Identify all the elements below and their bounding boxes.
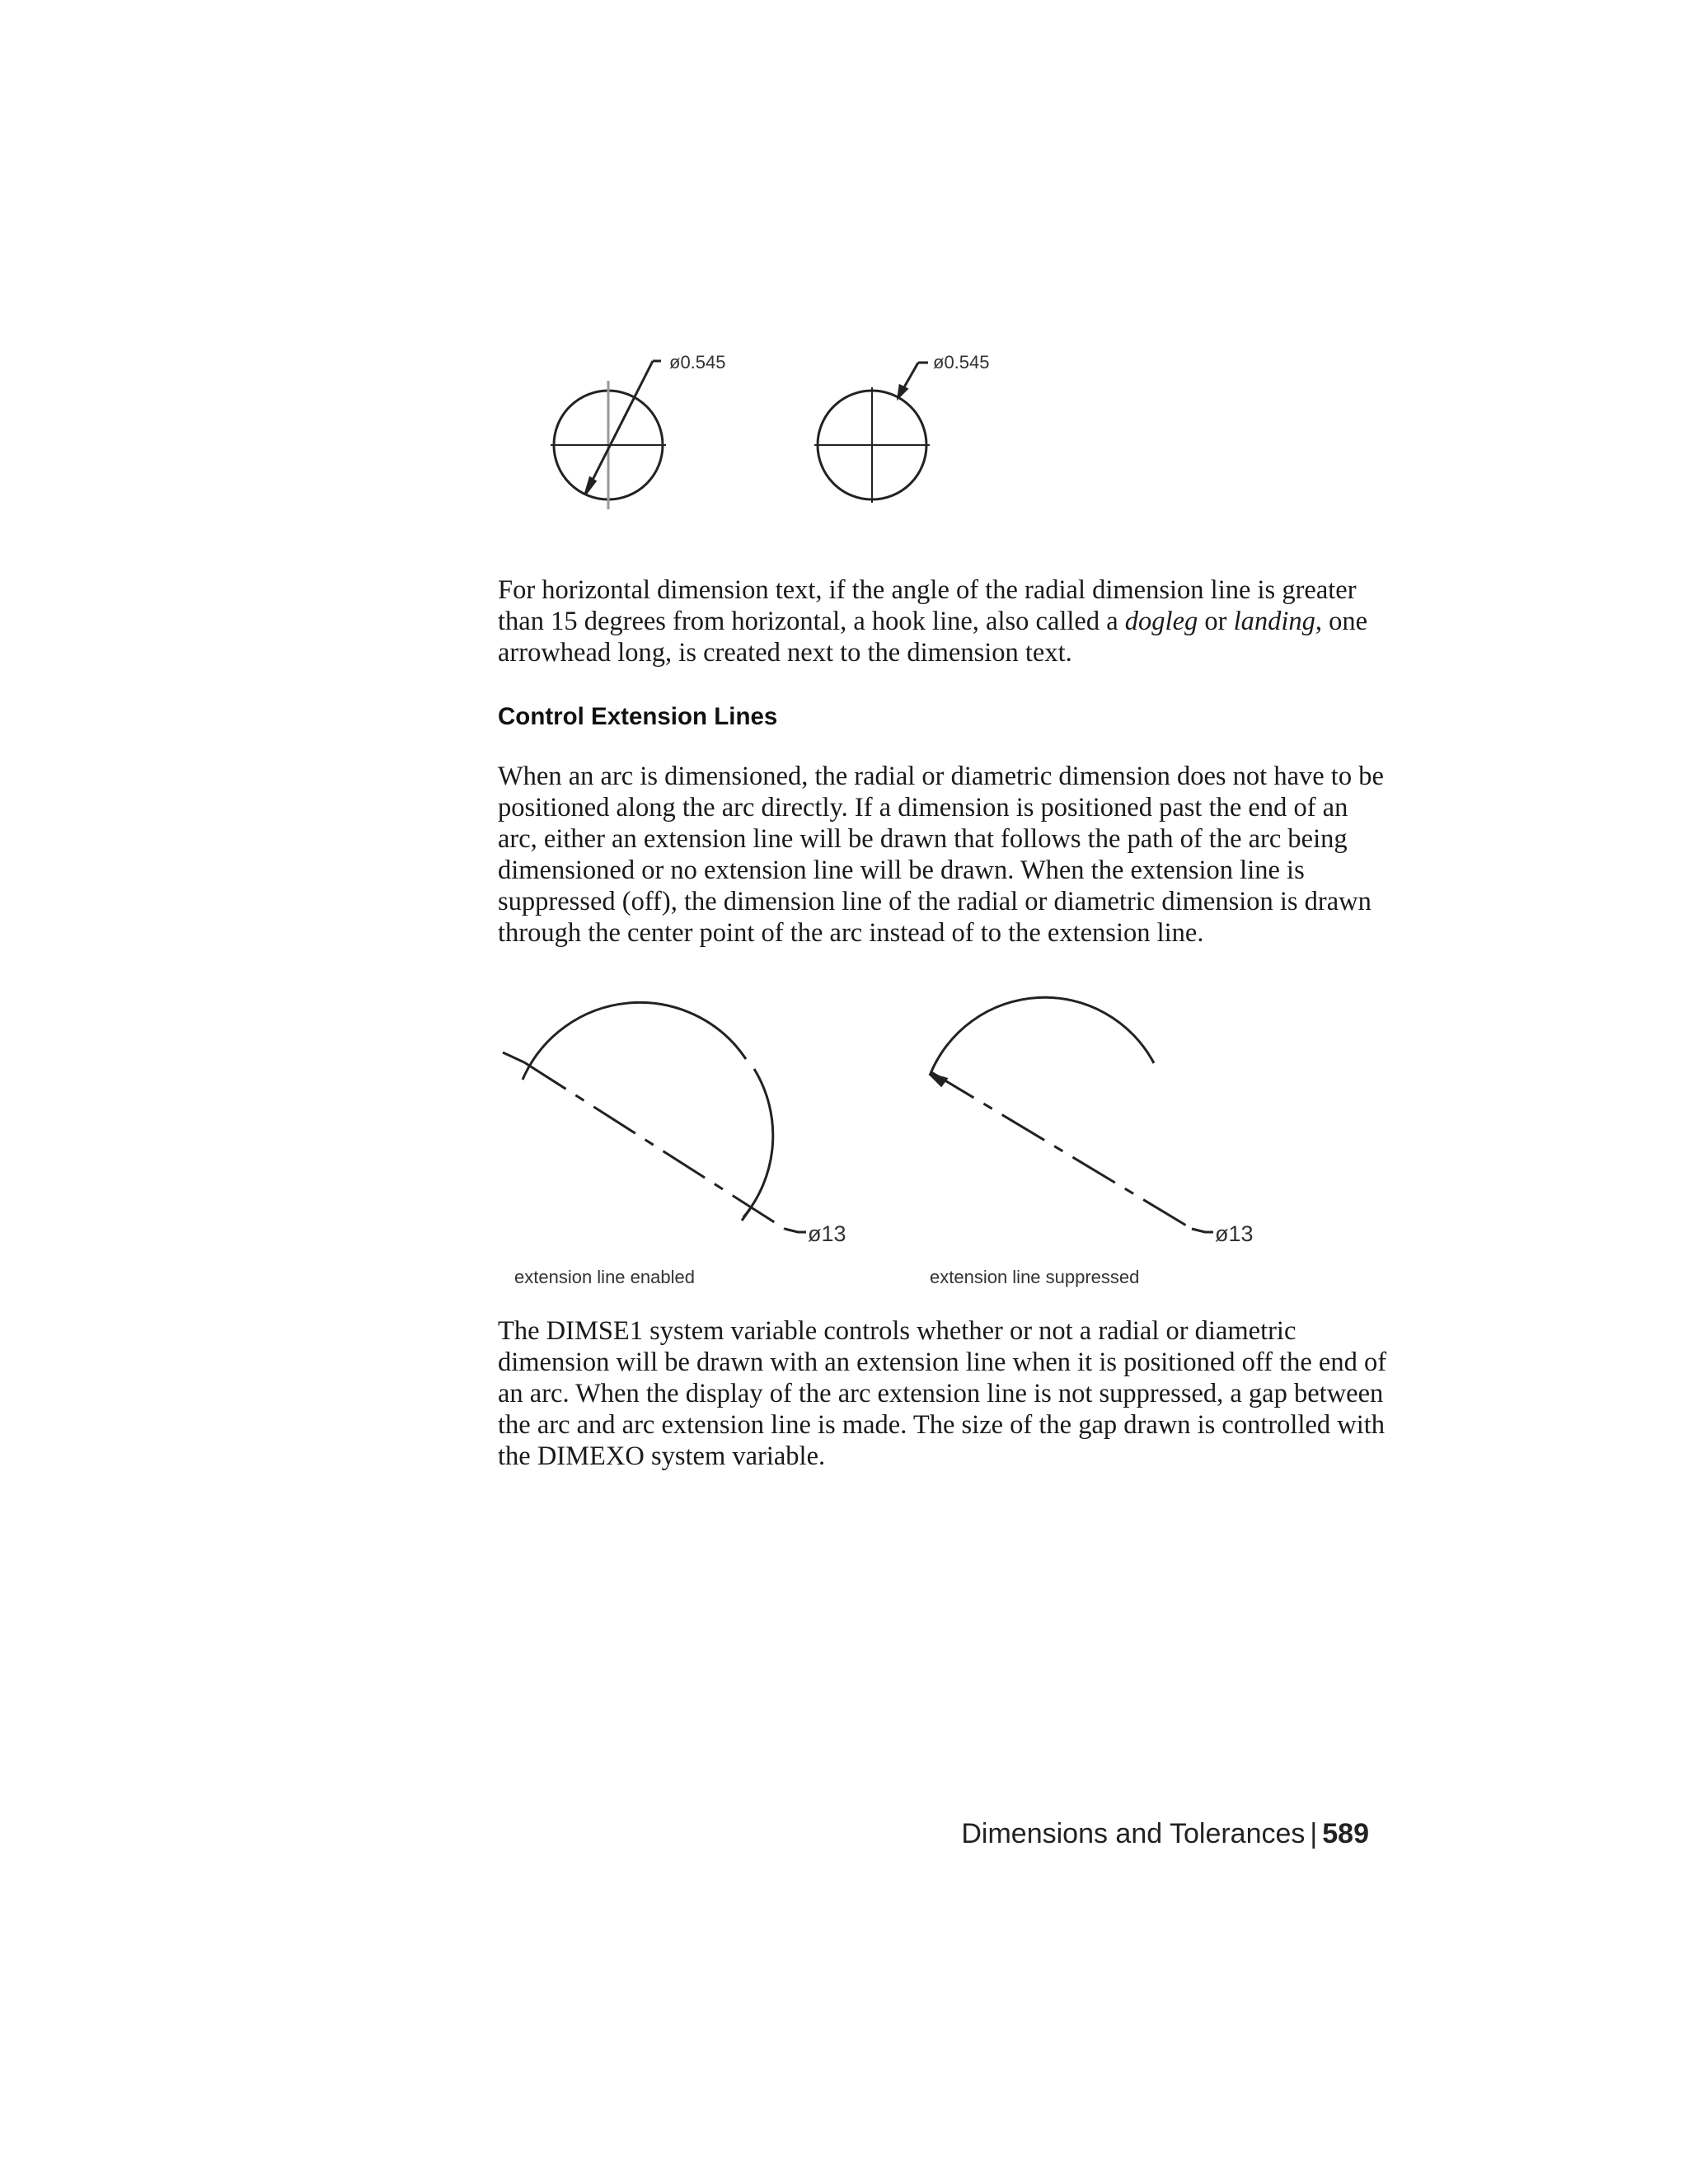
right-arc-figure [930, 997, 1213, 1232]
left-extension-tick [503, 1052, 524, 1062]
paragraph-dogleg [498, 574, 1388, 668]
left-dimension-line [524, 1062, 785, 1229]
left-gap-tick [742, 1209, 750, 1221]
right-leader-hook [1192, 1229, 1213, 1232]
right-dimension-line [931, 1072, 1192, 1229]
right-dimension-label: ø13 [1215, 1221, 1254, 1246]
left-leader-hook [785, 1229, 806, 1232]
chapter-title: Dimensions and Tolerances [961, 1818, 1306, 1849]
page-number: 589 [1322, 1818, 1369, 1849]
right-arrowhead [898, 386, 907, 397]
right-arrowhead [930, 1074, 946, 1085]
right-arc [930, 997, 1154, 1076]
paragraph-extension-lines: When an arc is dimensioned, the radial or diametric dimension does not have to be positioned along the arc directly. If a dimension is positioned past the end of an arc, either an extension line will be drawn that follows the path of the arc being dimensioned or no extension line will be drawn. When the extension line is suppressed (off), the dimension line of the radial or diametric dimension is drawn through the center point of the arc instead of to the extension line. [498, 762, 1384, 948]
left-arc [523, 1002, 746, 1080]
left-arc-extension-line [743, 1069, 773, 1217]
figure-arc-extension-lines [495, 993, 1335, 1298]
paragraph-dimse1: The DIMSE1 system variable controls whether or not a radial or diametric dimension will be drawn with an extension line when it is positioned off the end of an arc. When the display of the arc extension line is not suppressed, a gap between the arc and arc extension line is made. The size of the gap drawn is controlled with the DIMEXO system variable. [498, 1316, 1387, 1471]
term-dogleg: dogleg [1124, 607, 1198, 636]
paragraph-dogleg-text-1: For horizontal dimension text, if the angle of the radial dimension line is greater than 15 degrees from horizontal, a hook line, also called a [498, 575, 1357, 636]
left-arrowhead [585, 478, 595, 494]
figure-diameter-dimensions [528, 338, 1039, 519]
paragraph-dogleg-text-3: , one arrowhead long, is created next to the dimension text. [498, 607, 1368, 668]
left-diameter-label: ø0.545 [669, 352, 726, 373]
right-circle-figure [814, 363, 930, 503]
left-caption: extension line enabled [514, 1267, 695, 1287]
left-dimension-line [585, 361, 653, 494]
left-circle-figure [551, 361, 666, 509]
paragraph-dogleg-text-2: or [1198, 607, 1234, 636]
page-footer [961, 1817, 1369, 1850]
footer-separator: | [1310, 1818, 1318, 1849]
section-heading: Control Extension Lines [498, 703, 778, 730]
right-diameter-label: ø0.545 [933, 352, 990, 373]
left-arc-figure [503, 1002, 806, 1232]
left-dimension-label: ø13 [808, 1221, 846, 1246]
right-caption: extension line suppressed [930, 1267, 1140, 1287]
term-landing: landing [1233, 607, 1315, 636]
